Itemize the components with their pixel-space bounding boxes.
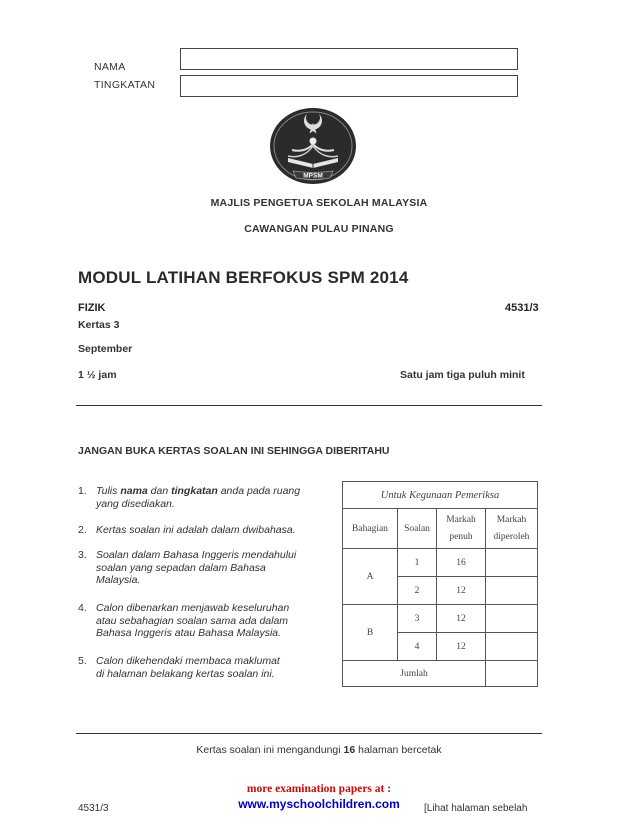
duration-label: 1 ½ jam <box>78 369 117 381</box>
instruction-text: atau sebahagian soalan sama ada dalam <box>96 614 289 627</box>
full-marks: 16 <box>437 549 486 577</box>
warning-text: JANGAN BUKA KERTAS SOALAN INI SEHINGGA DIBERITAHU <box>78 445 390 457</box>
page-count-text: Kertas soalan ini mengandungi <box>196 744 344 756</box>
page-count-text: halaman bercetak <box>355 744 442 756</box>
instruction-bold-tingkatan: tingkatan <box>171 485 218 497</box>
instruction-text: anda pada ruang <box>217 485 301 497</box>
question-number: 1 <box>398 549 437 577</box>
page-count <box>0 744 638 756</box>
section-b: B <box>343 605 398 661</box>
question-number: 4 <box>398 633 437 661</box>
full-marks: 12 <box>437 633 486 661</box>
full-marks: 12 <box>437 605 486 633</box>
promo-text: more examination papers at : <box>246 783 392 795</box>
document-title: MODUL LATIHAN BERFOKUS SPM 2014 <box>78 268 409 287</box>
subject-code: 4531/3 <box>505 302 539 314</box>
next-page-note: [Lihat halaman sebelah <box>424 803 528 814</box>
instruction-bold-nama: nama <box>120 485 148 497</box>
instruction-text: Calon dikehendaki membaca maklumat <box>96 655 280 667</box>
instruction-text: dan <box>147 485 172 497</box>
header-text: Markah <box>496 514 527 525</box>
divider-top <box>76 405 542 406</box>
header-text: penuh <box>449 531 473 542</box>
table-row <box>343 549 538 577</box>
header-text: diperoleh <box>493 531 530 542</box>
paper-label: Kertas 3 <box>78 319 120 331</box>
instruction-text: yang disediakan. <box>96 497 175 510</box>
instruction-text: Malaysia. <box>96 574 141 586</box>
month-label: September <box>78 343 133 355</box>
marks-obtained-cell[interactable] <box>486 549 538 577</box>
instruction-number: 4. <box>78 602 87 614</box>
header-markah-penuh <box>437 509 486 549</box>
duration-words: Satu jam tiga puluh minit <box>400 369 525 381</box>
examiner-table <box>342 481 538 687</box>
total-marks-cell[interactable] <box>486 661 538 687</box>
instruction-5 <box>78 655 338 685</box>
question-number: 3 <box>398 605 437 633</box>
instruction-2 <box>78 524 338 539</box>
header-bahagian: Bahagian <box>343 509 398 549</box>
instruction-number: 1. <box>78 485 87 497</box>
instruction-text: di halaman belakang kertas soalan ini. <box>96 667 275 680</box>
page-count-number: 16 <box>343 744 356 756</box>
marks-obtained-cell[interactable] <box>486 577 538 605</box>
header-text: Markah <box>446 514 476 525</box>
footer-code: 4531/3 <box>78 803 109 814</box>
instruction-number: 2. <box>78 524 87 536</box>
header-soalan: Soalan <box>398 509 437 549</box>
instruction-3 <box>78 549 338 591</box>
instruction-text: Soalan dalam Bahasa Inggeris mendahului <box>96 549 297 561</box>
question-number: 2 <box>398 577 437 605</box>
instruction-text: soalan yang sepadan dalam Bahasa <box>96 561 266 574</box>
tingkatan-label: TINGKATAN <box>94 79 156 91</box>
logo-text: MPSM <box>303 172 323 180</box>
nama-label: NAMA <box>94 61 126 73</box>
table-row <box>343 605 538 633</box>
divider-bottom <box>76 733 542 734</box>
total-label: Jumlah <box>343 661 486 687</box>
header-markah-diperoleh <box>486 509 538 549</box>
council-line2: CAWANGAN PULAU PINANG <box>244 223 394 235</box>
promo-link[interactable]: www.myschoolchildren.com <box>238 797 400 811</box>
mpsm-logo-icon <box>268 106 358 186</box>
instruction-text: Calon dibenarkan menjawab keseluruhan <box>96 602 290 614</box>
instruction-4 <box>78 602 338 644</box>
instruction-text: Tulis <box>96 485 121 497</box>
instruction-text: Bahasa Inggeris atau Bahasa Malaysia. <box>96 627 282 639</box>
marks-obtained-cell[interactable] <box>486 633 538 661</box>
full-marks: 12 <box>437 577 486 605</box>
tingkatan-field[interactable] <box>180 75 518 97</box>
instruction-text: Kertas soalan ini adalah dalam dwibahasa. <box>96 524 296 536</box>
instruction-number: 3. <box>78 549 87 561</box>
examiner-table-caption: Untuk Kegunaan Pemeriksa <box>343 482 538 509</box>
marks-obtained-cell[interactable] <box>486 605 538 633</box>
instruction-number: 5. <box>78 655 87 667</box>
section-a: A <box>343 549 398 605</box>
council-line1: MAJLIS PENGETUA SEKOLAH MALAYSIA <box>210 197 428 209</box>
nama-field[interactable] <box>180 48 518 70</box>
subject-name: FIZIK <box>78 302 106 314</box>
instruction-1 <box>78 485 338 515</box>
